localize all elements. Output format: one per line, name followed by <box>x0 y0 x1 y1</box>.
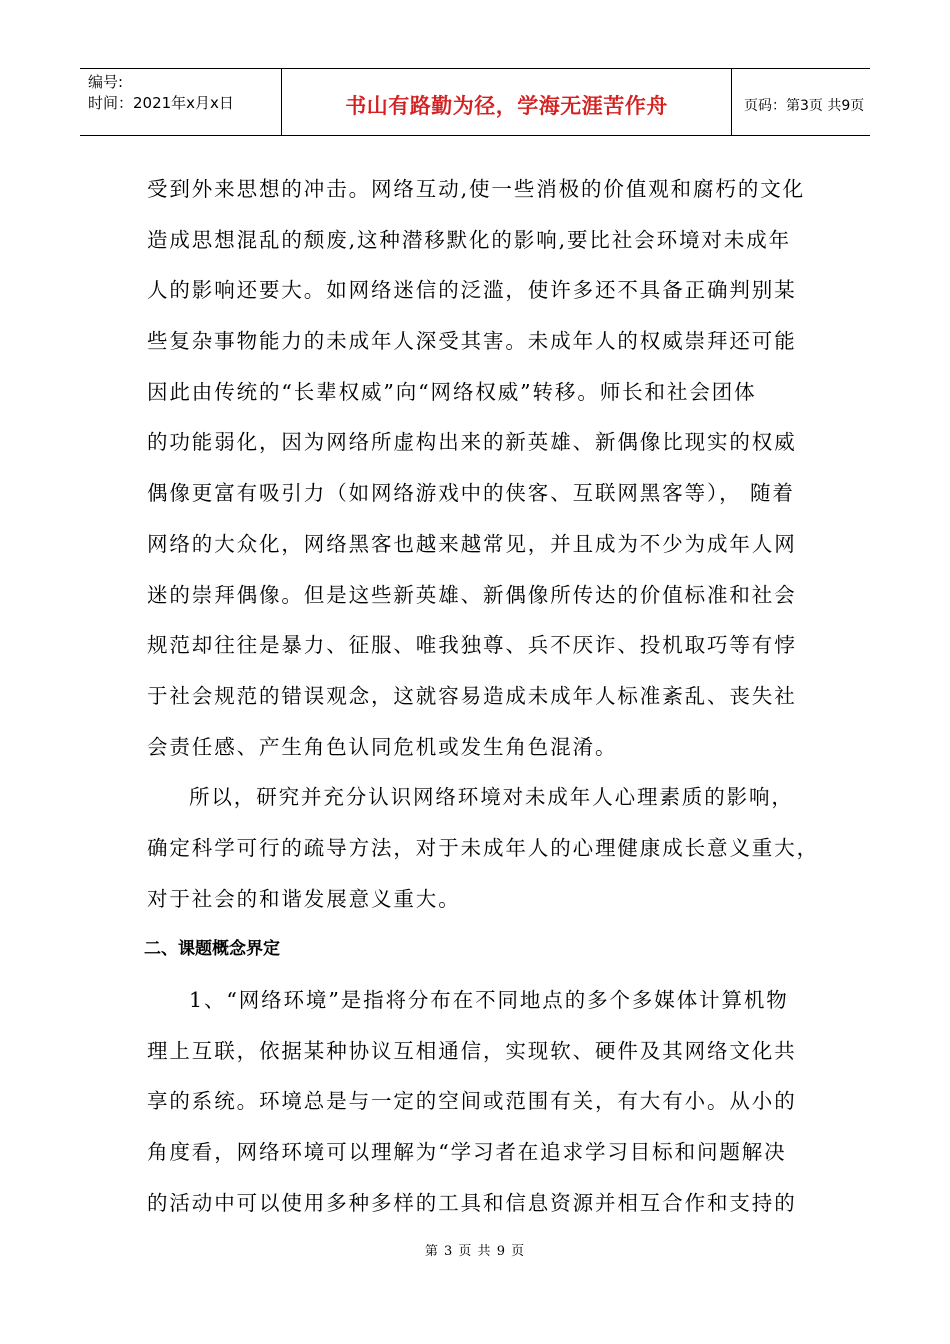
body-line: 理上互联，依据某种协议互相通信，实现软、硬件及其网络文化共 <box>147 1038 797 1063</box>
body-line: 所以，研究并充分认识网络环境对未成年人心理素质的影响， <box>189 785 794 810</box>
document-number-label: 编号: <box>88 73 124 91</box>
body-line: 因此由传统的“长辈权威”向“网络权威”转移。师长和社会团体 <box>147 379 757 404</box>
header-page-code: 页码：第3页 共9页 <box>744 98 865 114</box>
document-body <box>144 164 827 1228</box>
page-header <box>80 68 870 136</box>
body-line: 对于社会的和谐发展意义重大。 <box>147 886 461 911</box>
body-line: 迷的崇拜偶像。但是这些新英雄、新偶像所传达的价值标准和社会 <box>147 582 797 607</box>
body-line: 1、“网络环境”是指将分布在不同地点的多个多媒体计算机物 <box>189 988 789 1012</box>
body-line: 规范却往往是暴力、征服、唯我独尊、兵不厌诈、投机取巧等有悖 <box>147 633 797 658</box>
body-line: 享的系统。环境总是与一定的空间或范围有关，有大有小。从小的 <box>147 1089 797 1114</box>
header-motto-cell <box>282 69 732 135</box>
header-page-code-cell <box>732 69 870 135</box>
body-line: 确定科学可行的疏导方法，对于未成年人的心理健康成长意义重大， <box>147 835 819 860</box>
body-line: 的功能弱化，因为网络所虚构出来的新英雄、新偶像比现实的权威 <box>147 430 797 455</box>
header-meta <box>80 69 282 135</box>
document-time-label: 时间：2021年x月x日 <box>88 94 234 112</box>
header-motto: 书山有路勤为径，学海无涯苦作舟 <box>345 94 668 118</box>
body-line: 网络的大众化，网络黑客也越来越常见，并且成为不少为成年人网 <box>147 531 797 556</box>
section-heading: 二、课题概念界定 <box>144 939 280 960</box>
body-line: 人的影响还要大。如网络迷信的泛滥，使许多还不具备正确判别某 <box>147 278 797 303</box>
body-line: 会责任感、产生角色认同危机或发生角色混淆。 <box>147 734 618 759</box>
body-line: 于社会规范的错误观念，这就容易造成未成年人标准紊乱、丧失社 <box>147 683 797 708</box>
body-line: 的活动中可以使用多种多样的工具和信息资源并相互合作和支持的 <box>147 1190 797 1215</box>
body-line: 角度看，网络环境可以理解为“学习者在追求学习目标和问题解决 <box>147 1140 787 1165</box>
body-line: 造成思想混乱的颓废,这种潜移默化的影响,要比社会环境对未成年 <box>147 227 792 252</box>
body-line: 受到外来思想的冲击。网络互动,使一些消极的价值观和腐朽的文化 <box>147 177 806 201</box>
page-footer: 第 3 页 共 9 页 <box>424 1244 526 1259</box>
body-line: 偶像更富有吸引力（如网络游戏中的侠客、互联网黑客等）， 随着 <box>147 481 795 506</box>
body-line: 些复杂事物能力的未成年人深受其害。未成年人的权威崇拜还可能 <box>147 329 797 354</box>
